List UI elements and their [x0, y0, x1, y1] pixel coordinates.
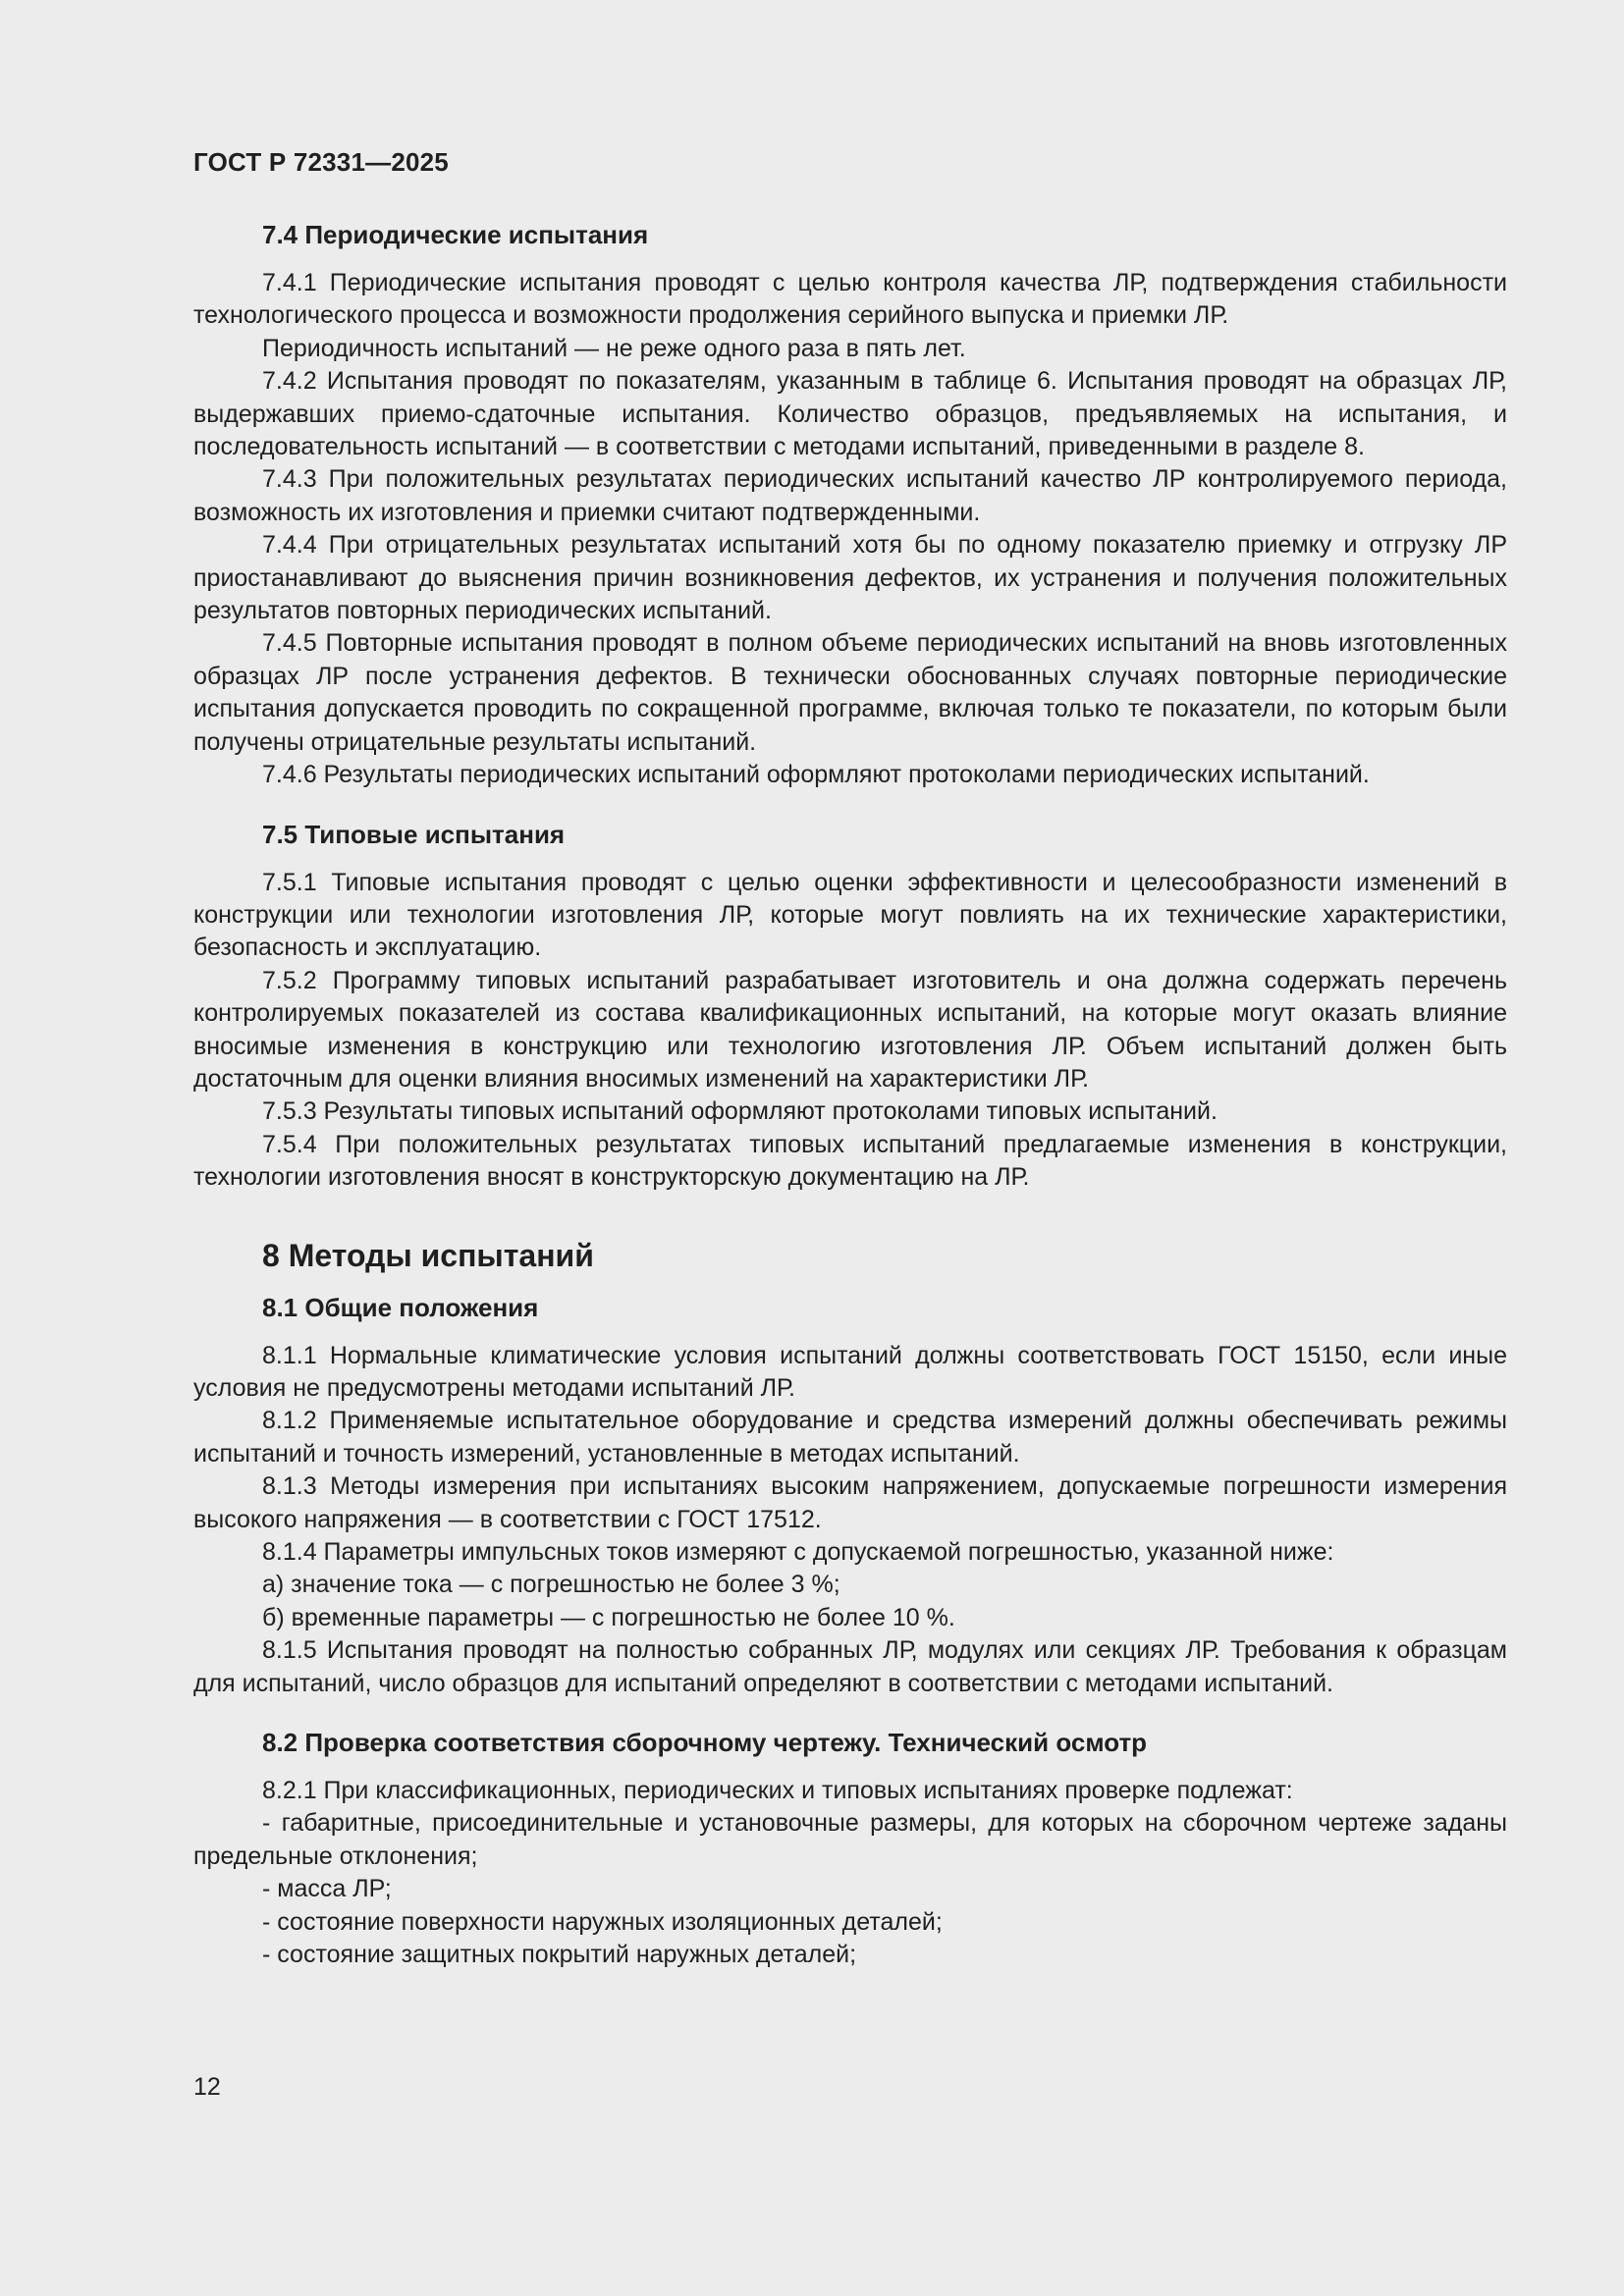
paragraph-8-1-1: 8.1.1 Нормальные климатические условия испытаний должны соответствовать ГОСТ 15150, если иные условия не предусмотрены методами испытаний ЛР. — [193, 1341, 1507, 1402]
list-item: б) временные параметры — с погрешностью не более 10 %. — [262, 1603, 955, 1631]
paragraph-7-4-1-periodicity: Периодичность испытаний — не реже одного раза в пять лет. — [262, 334, 966, 362]
list-item: - габаритные, присоединительные и установочные размеры, для которых на сборочном чертеже заданы предельные отклонения; — [193, 1809, 1507, 1870]
paragraph-8-1-3: 8.1.3 Методы измерения при испытаниях высоким напряжением, допускаемые погрешности измерения высокого напряжения — в соответствии с ГОСТ 17512. — [193, 1472, 1507, 1533]
paragraph-7-5-1: 7.5.1 Типовые испытания проводят с целью оценки эффективности и целесообразности изменений в конструкции или технологии изготовления ЛР, которые могут повлиять на их технические характеристики, безопасность и эксплуатацию. — [193, 868, 1507, 962]
paragraph-8-1-4: 8.1.4 Параметры импульсных токов измеряют с допускаемой погрешностью, указанной ниже: — [262, 1538, 1334, 1566]
page-number: 12 — [193, 2073, 221, 2101]
paragraph-8-1-2: 8.1.2 Применяемые испытательное оборудование и средства измерений должны обеспечивать режимы испытаний и точность измерений, установленные в методах испытаний. — [193, 1407, 1507, 1468]
paragraph-7-5-4: 7.5.4 При положительных результатах типовых испытаний предлагаемые изменения в конструкции, технологии изготовления вносят в конструкторскую документацию на ЛР. — [193, 1130, 1507, 1192]
list-item: - масса ЛР; — [262, 1875, 392, 1903]
section-title-8-1: 8.1 Общие положения — [262, 1292, 539, 1322]
paragraph-8-1-5: 8.1.5 Испытания проводят на полностью собранных ЛР, модулях или секциях ЛР. Требования к образцам для испытаний, число образцов для испытаний определяют в соответствии с методами испытаний. — [193, 1636, 1507, 1697]
section-title-7-4: 7.4 Периодические испытания — [262, 220, 649, 249]
paragraph-7-4-3: 7.4.3 При положительных результатах периодических испытаний качество ЛР контролируемого периода, возможность их изготовления и приемки считают подтвержденными. — [193, 465, 1507, 526]
paragraph-7-4-4: 7.4.4 При отрицательных результатах испытаний хотя бы по одному показателю приемку и отгрузку ЛР приостанавливают до выяснения причин возникновения дефектов, их устранения и получения положительных результатов повторных периодических испытаний. — [193, 531, 1507, 625]
paragraph-7-4-2: 7.4.2 Испытания проводят по показателям, указанным в таблице 6. Испытания проводят на образцах ЛР, выдержавших приемо-сдаточные испытания. Количество образцов, предъявляемых на испытания, и последовательность испытаний — в соответствии с методами испытаний, приведенными в разделе 8. — [193, 367, 1507, 461]
paragraph-8-2-1: 8.2.1 При классификационных, периодических и типовых испытаниях проверке подлежат: — [262, 1777, 1293, 1805]
document-body — [193, 218, 1507, 1971]
paragraph-7-4-5: 7.4.5 Повторные испытания проводят в полном объеме периодических испытаний на вновь изготовленных образцах ЛР после устранения дефектов. В технически обоснованных случаях повторные периодические испытания допускается проводить по сокращенной программе, включая только те показатели, по которым были получены отрицательные результаты испытаний. — [193, 629, 1507, 756]
chapter-title-8: 8 Методы испытаний — [262, 1237, 594, 1273]
section-title-7-5: 7.5 Типовые испытания — [262, 819, 566, 849]
section-title-8-2: 8.2 Проверка соответствия сборочному чертежу. Технический осмотр — [262, 1728, 1148, 1758]
paragraph-7-5-3: 7.5.3 Результаты типовых испытаний оформляют протоколами типовых испытаний. — [262, 1097, 1218, 1126]
paragraph-7-4-6: 7.4.6 Результаты периодических испытаний оформляют протоколами периодических испытаний. — [262, 761, 1370, 789]
list-item: а) значение тока — с погрешностью не более 3 %; — [262, 1571, 840, 1599]
paragraph-7-4-1: 7.4.1 Периодические испытания проводят с целью контроля качества ЛР, подтверждения стабильности технологического процесса и возможности продолжения серийного выпуска и приемки ЛР. — [193, 269, 1507, 330]
list-item: - состояние защитных покрытий наружных деталей; — [262, 1941, 857, 1969]
paragraph-7-5-2: 7.5.2 Программу типовых испытаний разрабатывает изготовитель и она должна содержать перечень контролируемых показателей из состава квалификационных испытаний, на которые могут оказать влияние вносимые изменения в конструкцию или технологию изготовления ЛР. Объем испытаний должен быть достаточным для оценки влияния вносимых изменений на характеристики ЛР. — [193, 966, 1507, 1093]
list-item: - состояние поверхности наружных изоляционных деталей; — [262, 1907, 943, 1936]
document-code: ГОСТ Р 72331—2025 — [193, 147, 449, 177]
